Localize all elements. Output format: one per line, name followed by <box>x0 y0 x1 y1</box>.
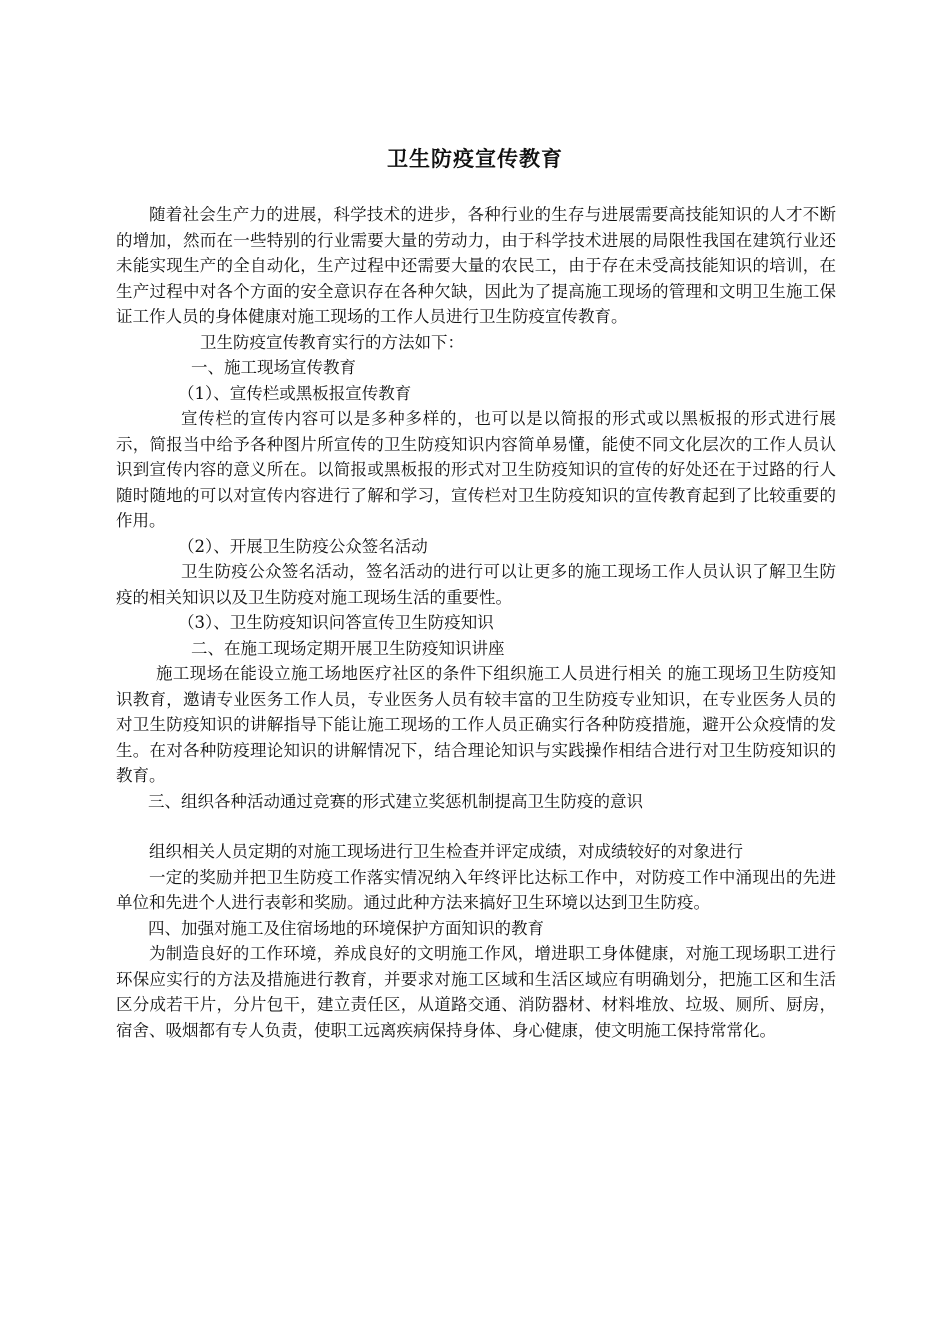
section-heading-4: 四、加强对施工及住宿场地的环境保护方面知识的教育 <box>148 918 544 938</box>
section-heading-3: 三、组织各种活动通过竞赛的形式建立奖惩机制提高卫生防疫的意识 <box>148 791 643 811</box>
subsection-heading-1: （1）、宣传栏或黑板报宣传教育 <box>178 383 412 403</box>
document-title: 卫生防疫宣传教育 <box>387 146 563 171</box>
subsection-heading-3: （3）、卫生防疫知识问答宣传卫生防疫知识 <box>178 613 494 632</box>
paragraph-signature-activity: 卫生防疫公众签名活动，签名活动的进行可以让更多的施工现场工作人员认识了解卫生防疫的相关知识以及卫生防疫对施工现场生活的重要性。 <box>116 562 836 607</box>
paragraph-lectures: 施工现场在能设立施工场地医疗社区的条件下组织施工人员进行相关 的施工现场卫生防疫知识教育，邀请专业医务工作人员，专业医务人员有较丰富的卫生防疫专业知识，在专业医务人员的对卫生防疫知识的讲解指导下能让施工现场的工作人员正确实行各种防疫措施，避开公众疫情的发生。在对各种防疫理论知识的讲解情况下，结合理论知识与实践操作相结合进行对卫生防疫知识的教育。 <box>116 664 836 785</box>
paragraph-rewards: 一定的奖励并把卫生防疫工作落实情况纳入年终评比达标工作中，对防疫工作中涌现出的先进单位和先进个人进行表彰和奖励。通过此种方法来搞好卫生环境以达到卫生防疫。 <box>116 867 836 912</box>
intro-paragraph: 随着社会生产力的进展，科学技术的进步，各种行业的生存与进展需要高技能知识的人才不断的增加，然而在一些特别的行业需要大量的劳动力，由于科学技术进展的局限性我国在建筑行业还未能实现生产的全自动化，生产过程中还需要大量的农民工，由于存在未受高技能知识的培训，在生产过程中对各个方面的安全意识存在各种欠缺，因此为了提高施工现场的管理和文明卫生施工保证工作人员的身体健康对施工现场的工作人员进行卫生防疫宣传教育。 <box>116 205 836 326</box>
blank-line <box>116 814 836 839</box>
section-heading-1: 一、施工现场宣传教育 <box>191 358 356 377</box>
paragraph-inspection: 组织相关人员定期的对施工现场进行卫生检查并评定成绩，对成绩较好的对象进行 <box>149 842 743 861</box>
document-body <box>116 202 836 1043</box>
subsection-heading-2: （2）、开展卫生防疫公众签名活动 <box>178 536 428 556</box>
paragraph-environment: 为制造良好的工作环境，养成良好的文明施工作风，增进职工身体健康，对施工现场职工进行环保应实行的方法及措施进行教育，并要求对施工区域和生活区域应有明确划分，把施工区和生活区分成若干片，分片包干，建立责任区，从道路交通、消防器材、材料堆放、垃圾、厕所、厨房，宿舍、吸烟都有专人负责，使职工远离疾病保持身体、身心健康，使文明施工保持常常化。 <box>116 944 836 1040</box>
section-heading-2: 二、在施工现场定期开展卫生防疫知识讲座 <box>191 638 505 658</box>
methods-intro: 卫生防疫宣传教育实行的方法如下： <box>200 332 464 352</box>
paragraph-bulletin-board: 宣传栏的宣传内容可以是多种多样的，也可以是以简报的形式或以黑板报的形式进行展示，简报当中给予各种图片所宣传的卫生防疫知识内容简单易懂，能使不同文化层次的工作人员认识到宣传内容的意义所在。以简报或黑板报的形式对卫生防疫知识的宣传的好处还在于过路的行人随时随地的可以对宣传内容进行了解和学习，宣传栏对卫生防疫知识的宣传教育起到了比较重要的作用。 <box>116 409 836 530</box>
